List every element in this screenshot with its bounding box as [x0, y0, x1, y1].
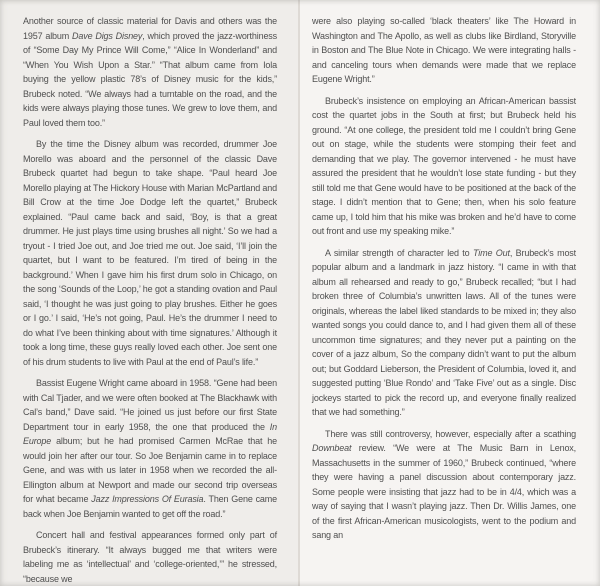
- text-run: Another source of classic material for Davis and others was the 1957 album: [23, 16, 277, 41]
- italic-title-run: Dave Digs Disney: [72, 30, 143, 41]
- italic-title-run: In Europe: [23, 421, 277, 446]
- text-run: A similar strength of character led to: [325, 247, 473, 258]
- italic-title-run: Time Out: [472, 247, 510, 258]
- text-run: , Brubeck’s most popular album and a landmark in jazz history. “I came in with that album all rehearsed and ready to go,” Brubeck recalled; “but I had broken three of Columbia’s unwritten laws. All of the tunes were originals, whereas the label liked standards to be mixed in; they also wanted songs you could dance to, and I had given them all of these uncommon time signatures; and they never put a painting on the cover of a jazz album, So the company didn’t want to put the album out; but Goddard Lieberson, the President of Columbia, loved it, and suggested putting ‘Blue Rondo’ and ‘Take Five’ out as a single. Disc jockeys started to pick the record up, and everyone finally realized that we had something.”: [312, 247, 577, 417]
- paragraph: [23, 528, 277, 586]
- text-run: album; but he had promised Carmen McRae that he would join her after our tour. So Joe Benjamin came in to replace Gene, and was with us later in 1958 when we recorded the all-Ellington album at Newport and made our second trip overseas for what became: [23, 436, 277, 504]
- text-run: . Then Gene came back when Joe Benjamin wanted to get off the road.”: [23, 494, 277, 519]
- paragraph: [312, 246, 576, 420]
- left-text-column: [23, 14, 277, 586]
- paragraph: [312, 94, 576, 239]
- paragraph: [23, 376, 277, 521]
- italic-title-run: Jazz Impressions Of Eurasia: [91, 494, 204, 504]
- text-run: There was still controversy, however, especially after a scathing: [325, 428, 576, 439]
- text-run: By the time the Disney album was recorded, drummer Joe Morello was aboard and the personnel of the classic Dave Brubeck quartet had begun to take shape. “Paul heard Joe Morello playing at The Hickory House with Marian McPartland and Bill Crow at the time Joe Dodge left the quartet,” Brubeck explained. “Paul came back and said, ‘Boy, is that a great drummer. He just plays time using brushes all night.’ So we had a tryout - I tried Joe out, and Joe tried me out. Joe said, ‘I’ll join the quartet, but I want to be featured. I’m tired of being in the background.’ When I gave him his first drum solo in Chicago, on the song ‘Sounds of the Loop,’ he got a standing ovation and Paul said, ‘I thought he was just going to play brushes. Either he goes or I go.’ I said, ‘He’s not going, Paul. He’s the drummer I need to do what I’ve been thinking about with time signatures.’ Although it took a long time, these guys really loved each other. Joe sent one of his drum students to live with Paul at the end of Paul’s life.”: [23, 139, 278, 367]
- right-text-column: [312, 14, 576, 550]
- text-run: Bassist Eugene Wright came aboard in 1958. “Gene had been with Cal Tjader, and we were often booked at The Blackhawk with Cal’s band,” Dave said. “He joined us just before our first State Department tour in early 1958, the one that produced the: [23, 378, 277, 432]
- italic-title-run: Downbeat: [312, 443, 352, 453]
- text-run: review. “We were at The Music Barn in Lenox, Massachusetts in the summer of 1960,” Brubeck continued, “where they were having a panel discussion about contemporary jazz. Some people were insisting that jazz had to be in 4/4, which was a way of saying that I wasn’t playing jazz. Then Dr. Willis James, one of the first African-American musicologists, went to the podium and sang an: [312, 443, 576, 540]
- paragraph: [23, 14, 277, 130]
- text-run: Concert hall and festival appearances formed only part of Brubeck’s itinerary. “It always bugged me that writers were labeling me as ‘intellectual’ and ‘college-oriented,’” he stressed, “because we: [23, 530, 277, 584]
- paragraph: [312, 14, 576, 87]
- paragraph: [23, 137, 277, 369]
- paragraph: [312, 427, 576, 543]
- booklet-fold-seam: [298, 0, 300, 586]
- text-run: Brubeck’s insistence on employing an African-American bassist cost the quartet jobs in the South at first; but Brubeck held his ground. “At one college, the president told me I couldn’t bring Gene out on stage, while the students were stomping their feet and demanding that we play. The governor intervened - he must have assured the president that he wouldn’t lose state funding - but they still told me that Gene would have to be positioned at the back of the stage. I didn’t mention that to Gene; then, when his solo feature came up, I told him that his mike was broken and he’d have to come out front and use my speaking mike.”: [312, 95, 576, 236]
- text-run: were also playing so-called ‘black theaters’ like The Howard in Washington and The Apollo, as well as clubs like Birdland, Storyville in Boston and The Blue Note in Chicago. We were integrating halls - and canceling tours when demands were made that we replace Eugene Wright.”: [312, 16, 576, 84]
- text-run: , which proved the jazz-worthiness of “Some Day My Prince Will Come,” “Alice In Wonderland” and “When You Wish Upon a Star.” “That album came from Iola buying the yellow plastic 78’s of Disney music for the kids,” Brubeck noted. “We always had a turntable on the road, and the kids were always playing those tunes. We grew to love them, and Paul loved them too.”: [23, 30, 277, 128]
